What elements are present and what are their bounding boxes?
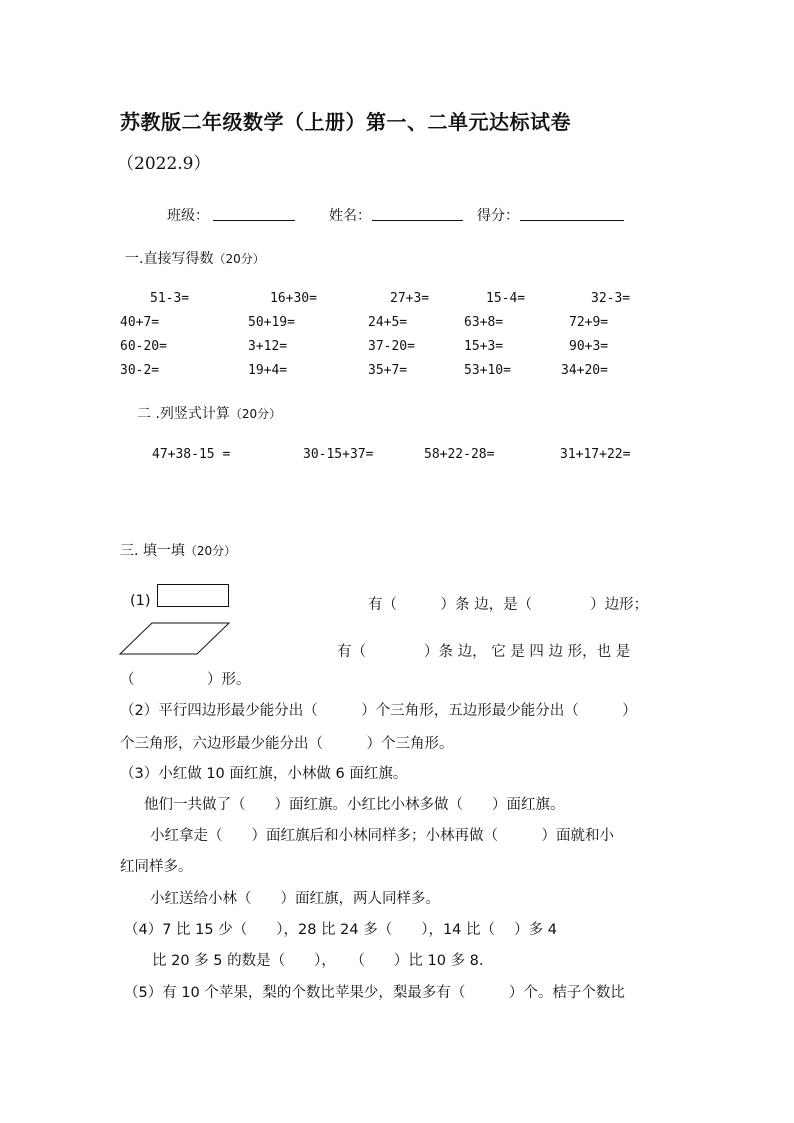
section1-title: 一.直接写得数 — [125, 251, 214, 267]
problem: 50+19= — [248, 315, 295, 330]
problem: 27+3= — [390, 291, 430, 306]
section2-points: （20分） — [229, 407, 282, 421]
problem: 35+7= — [368, 363, 408, 378]
problem: 24+5= — [368, 315, 408, 330]
q3-line4: 红同样多。 — [120, 859, 193, 875]
problem: 72+9= — [569, 315, 609, 330]
problem: 51-3= — [150, 291, 190, 306]
problem: 58+22-28= — [424, 447, 495, 462]
section2-title: 二 .列竖式计算 — [137, 406, 230, 422]
problem: 19+4= — [248, 363, 288, 378]
section3-heading — [120, 540, 236, 560]
problem: 16+30= — [270, 291, 317, 306]
problem: 30-15+37= — [303, 447, 374, 462]
problem: 40+7= — [120, 315, 160, 330]
section3-points: （20分） — [184, 544, 237, 558]
class-field[interactable] — [213, 220, 295, 221]
q2-line2: 个三角形，六边形最少能分出（ ）个三角形。 — [120, 736, 454, 752]
q3-line5: 小红送给小林（ ）面红旗，两人同样多。 — [150, 891, 440, 907]
section1-points: （20分） — [213, 252, 265, 266]
score-field[interactable] — [520, 220, 624, 221]
problem: 31+17+22= — [560, 447, 631, 462]
q1-rectangle-question: 有（ ）条 边，是（ ）边形； — [368, 597, 649, 613]
page-title: 苏教版二年级数学（上册）第一、二单元达标试卷 — [120, 110, 571, 134]
problem: 53+10= — [464, 363, 511, 378]
q3-line3: 小红拿走（ ）面红旗后和小林同样多；小林再做（ ）面就和小 — [150, 828, 614, 844]
parallelogram-figure — [118, 621, 232, 657]
q1-parallelogram-cont: （ ）形。 — [120, 672, 251, 688]
q4-line1: （4）7 比 15 少（ ），28 比 24 多（ ），14 比（ ）多 4 — [124, 922, 557, 938]
problem: 90+3= — [569, 339, 609, 354]
q1-parallelogram-question: 有（ ）条 边， 它 是 四 边 形，也 是 — [337, 644, 631, 660]
problem: 15-4= — [486, 291, 526, 306]
problem: 15+3= — [464, 339, 504, 354]
exam-date: （2022.9） — [117, 154, 211, 174]
q5-line1: （5）有 10 个苹果，梨的个数比苹果少，梨最多有（ ）个。桔子个数比 — [124, 985, 625, 1001]
section2-heading — [137, 403, 281, 423]
section1-heading — [125, 248, 265, 268]
problem: 63+8= — [464, 315, 504, 330]
class-label: 班级： — [167, 208, 209, 224]
name-field[interactable] — [372, 220, 463, 221]
problem: 3+12= — [248, 339, 288, 354]
problem: 47+38-15 = — [152, 447, 231, 462]
name-label: 姓名： — [329, 208, 371, 224]
problem: 32-3= — [591, 291, 631, 306]
q1-number: (1) — [130, 593, 151, 609]
score-label: 得分： — [477, 208, 519, 224]
problem: 37-20= — [368, 339, 415, 354]
q2-line1: （2）平行四边形最少能分出（ ）个三角形，五边形最少能分出（ ） — [120, 703, 637, 719]
problem: 30-2= — [120, 363, 160, 378]
problem: 60-20= — [120, 339, 167, 354]
q3-line2: 他们一共做了（ ）面红旗。小红比小林多做（ ）面红旗。 — [144, 797, 565, 813]
q4-line2: 比 20 多 5 的数是（ ）， （ ）比 10 多 8. — [152, 953, 484, 969]
section3-title: 三. 填一填 — [120, 543, 185, 559]
q3-line1: （3）小红做 10 面红旗，小林做 6 面红旗。 — [120, 766, 408, 782]
rectangle-figure — [157, 584, 229, 607]
problem: 34+20= — [561, 363, 608, 378]
